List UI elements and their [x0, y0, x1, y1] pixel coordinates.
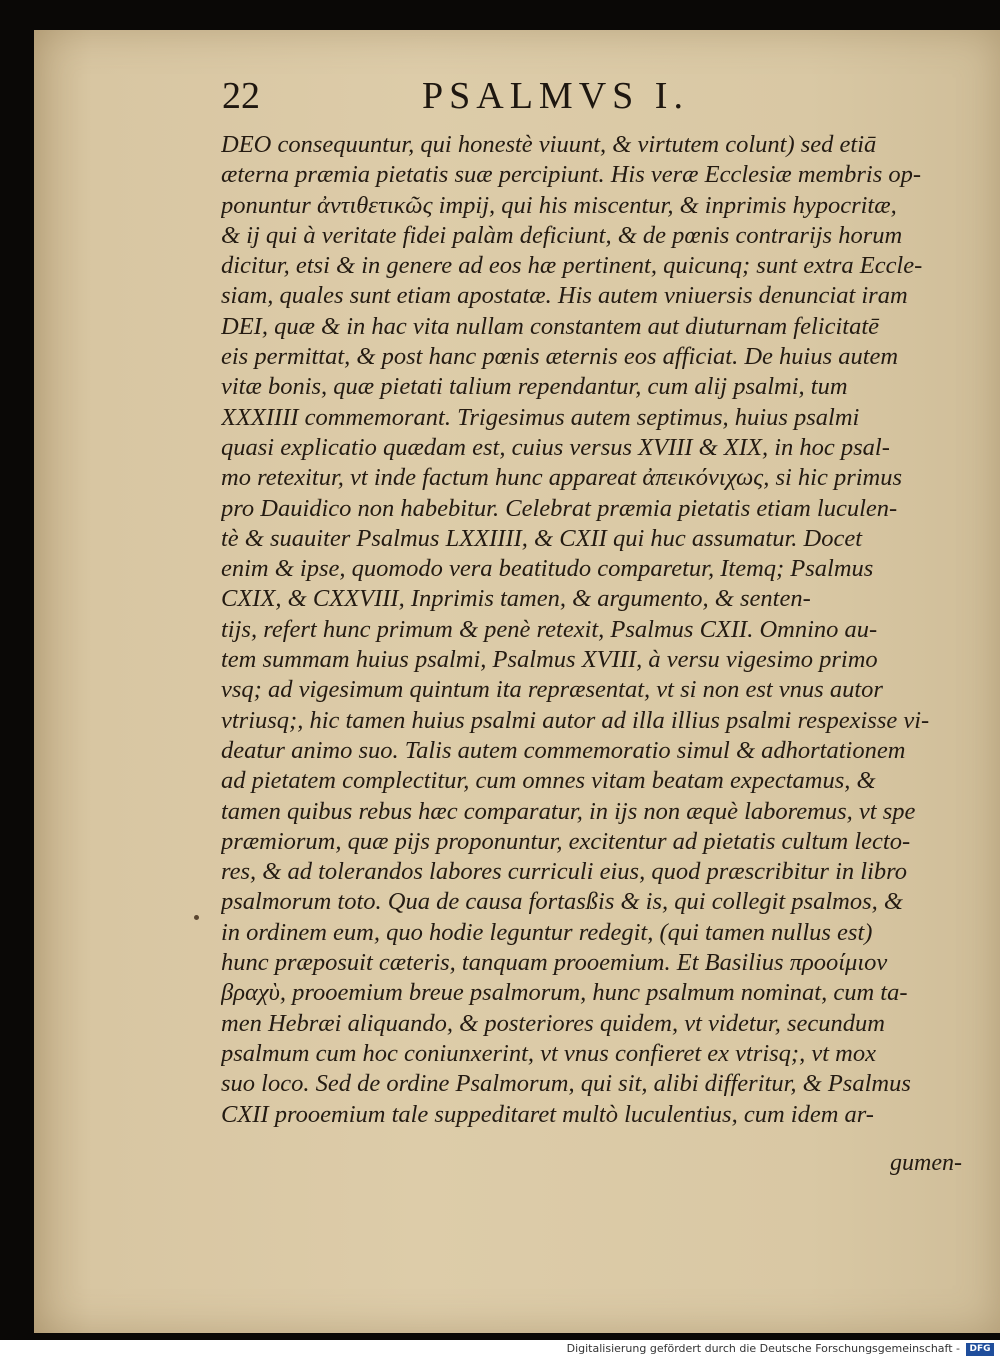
- text-line: tamen quibus rebus hæc comparatur, in ijs non æquè laboremus, vt spe: [221, 797, 916, 825]
- text-line: pro Dauidico non habebitur. Celebrat præmia pietatis etiam luculen-: [221, 494, 898, 522]
- text-line: quasi explicatio quædam est, cuius versus XVIII & XIX, in hoc psal-: [221, 433, 890, 461]
- text-line: men Hebræi aliquando, & posteriores quidem, vt videtur, secundum: [221, 1009, 885, 1037]
- margin-ink-dot: [194, 915, 199, 920]
- body-text: [221, 130, 981, 1130]
- text-line: deatur animo suo. Talis autem commemoratio simul & adhortationem: [221, 736, 906, 764]
- text-line: CXII prooemium tale suppeditaret multò luculentius, cum idem ar-: [221, 1100, 874, 1128]
- dfg-logo: DFG: [966, 1343, 994, 1356]
- text-line: in ordinem eum, quo hodie leguntur redegit, (qui tamen nullus est): [221, 918, 873, 946]
- text-line: res, & ad tolerandos labores curriculi eius, quod præscribitur in libro: [221, 858, 908, 886]
- text-line: siam, quales sunt etiam apostatæ. His autem vniuersis denunciat iram: [221, 282, 908, 310]
- digitization-footer: [0, 1340, 1000, 1360]
- text-line: enim & ipse, quomodo vera beatitudo comparetur, Itemq; Psalmus: [221, 555, 874, 583]
- text-line: ad pietatem complectitur, cum omnes vitam beatam expectamus, &: [221, 767, 876, 795]
- footer-credit: Digitalisierung gefördert durch die Deutsche Forschungsgemeinschaft -: [566, 1342, 960, 1355]
- text-line: tè & suauiter Psalmus LXXIIII, & CXII qui huc assumatur. Docet: [221, 524, 863, 552]
- running-head-title: PSALMVS I.: [422, 75, 689, 117]
- text-line: vitæ bonis, quæ pietati talium rependantur, cum alij psalmi, tum: [221, 373, 848, 401]
- text-line: dicitur, etsi & in genere ad eos hæ pertinent, quicunq; sunt extra Eccle-: [221, 252, 923, 280]
- text-line: mo retexitur, vt inde factum hunc appareat ἀπεικόνιχως, si hic primus: [221, 464, 903, 492]
- catchword: gumen-: [890, 1150, 962, 1176]
- text-line: tem summam huius psalmi, Psalmus XVIII, à versu vigesimo primo: [221, 646, 878, 674]
- text-line: vsq; ad vigesimum quintum ita repræsentat, vt si non est vnus autor: [221, 676, 883, 704]
- text-line: DEO consequuntur, qui honestè viuunt, & virtutem colunt) sed etiā: [221, 131, 877, 158]
- text-line: vtriusq;, hic tamen huius psalmi autor ad illa illius psalmi respexisse vi-: [221, 706, 930, 734]
- text-line: tijs, refert hunc primum & penè retexit, Psalmus CXII. Omnino au-: [221, 615, 878, 643]
- page-number: 22: [222, 75, 260, 117]
- text-line: suo loco. Sed de ordine Psalmorum, qui sit, alibi differitur, & Psalmus: [221, 1070, 911, 1098]
- text-line: hunc præposuit cæteris, tanquam prooemium. Et Basilius προοίμιον: [221, 949, 888, 977]
- text-line: & ij qui à veritate fidei palàm deficiunt, & de pœnis contrarijs horum: [221, 221, 903, 249]
- book-page: [34, 30, 1000, 1333]
- running-head: [222, 74, 962, 130]
- text-line: XXXIIII commemorant. Trigesimus autem septimus, huius psalmi: [221, 403, 860, 431]
- text-line: βραχὺ, prooemium breue psalmorum, hunc psalmum nominat, cum ta-: [221, 979, 908, 1007]
- text-line: eis permittat, & post hanc pœnis æternis eos afficiat. De huius autem: [221, 343, 899, 371]
- text-line: ponuntur ἀντιθετικῶς impij, qui his miscentur, & inprimis hypocritæ,: [221, 191, 897, 219]
- text-line: DEI, quæ & in hac vita nullam constantem aut diuturnam felicitatē: [221, 312, 880, 340]
- text-line: æterna præmia pietatis suæ percipiunt. His veræ Ecclesiæ membris op-: [221, 161, 922, 189]
- text-line: præmiorum, quæ pijs proponuntur, excitentur ad pietatis cultum lecto-: [221, 827, 911, 855]
- text-line: psalmum cum hoc coniunxerint, vt vnus confieret ex vtrisq;, vt mox: [221, 1039, 876, 1067]
- text-line: psalmorum toto. Qua de causa fortasßis & is, qui collegit psalmos, &: [221, 888, 903, 916]
- text-line: CXIX, & CXXVIII, Inprimis tamen, & argumento, & senten-: [221, 585, 811, 613]
